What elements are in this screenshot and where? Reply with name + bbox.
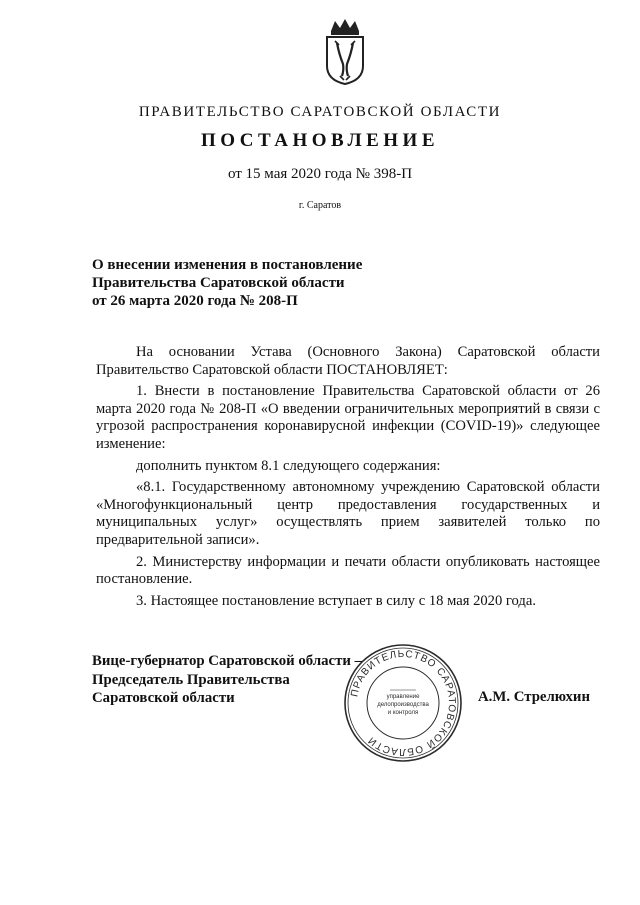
coat-of-arms-emblem: [321, 18, 369, 86]
stamp-center-line: и контроля: [387, 710, 419, 716]
decree-subject: [92, 256, 362, 310]
stamp-ring-text: ПРАВИТЕЛЬСТВО САРАТОВСКОЙ ОБЛАСТИ: [349, 648, 458, 758]
position-line: Вице-губернатор Саратовской области –: [92, 653, 362, 669]
signatory-position: [92, 652, 362, 708]
subject-line: от 26 марта 2020 года № 208-П: [92, 293, 298, 309]
decree-body: [96, 344, 600, 610]
item-2-paragraph: 2. Министерству информации и печати области опубликовать настоящее постановление.: [96, 553, 600, 588]
item-1-paragraph: 1. Внести в постановление Правительства Саратовской области от 26 марта 2020 года № 208-П «О введении ограничительных мероприятий в связи с угрозой распространения коронавирусной инфекции (COVID-19)» следующее изменение:: [96, 383, 600, 452]
stamp-center-line: управление: [386, 694, 420, 700]
official-stamp: [340, 640, 466, 766]
city-name: г. Саратов: [298, 200, 342, 211]
government-name: ПРАВИТЕЛЬСТВО САРАТОВСКОЙ ОБЛАСТИ: [138, 104, 502, 120]
addition-intro-paragraph: дополнить пунктом 8.1 следующего содержания:: [136, 457, 441, 474]
decree-date-number: от 15 мая 2020 года № 398-П: [227, 166, 413, 182]
subject-line: О внесении изменения в постановление: [92, 257, 363, 273]
document-type: ПОСТАНОВЛЕНИЕ: [200, 130, 440, 151]
item-3-paragraph: 3. Настоящее постановление вступает в силу с 18 мая 2020 года.: [136, 592, 536, 609]
position-line: Саратовской области: [92, 690, 235, 706]
preamble-paragraph: На основании Устава (Основного Закона) Саратовской области Правительство Саратовской области ПОСТАНОВЛЯЕТ:: [96, 344, 600, 378]
stamp-center-line: делопроизводства: [377, 702, 429, 708]
item-8-1-paragraph: «8.1. Государственному автономному учреждению Саратовской области «Многофункциональный центр предоставления государственных и муниципальных услуг» осуществлять прием заявителей только по предварительной записи».: [96, 479, 600, 548]
subject-line: Правительства Саратовской области: [92, 275, 345, 291]
position-line: Председатель Правительства: [92, 671, 290, 688]
signatory-name: А.М. Стрелюхин: [478, 689, 590, 705]
